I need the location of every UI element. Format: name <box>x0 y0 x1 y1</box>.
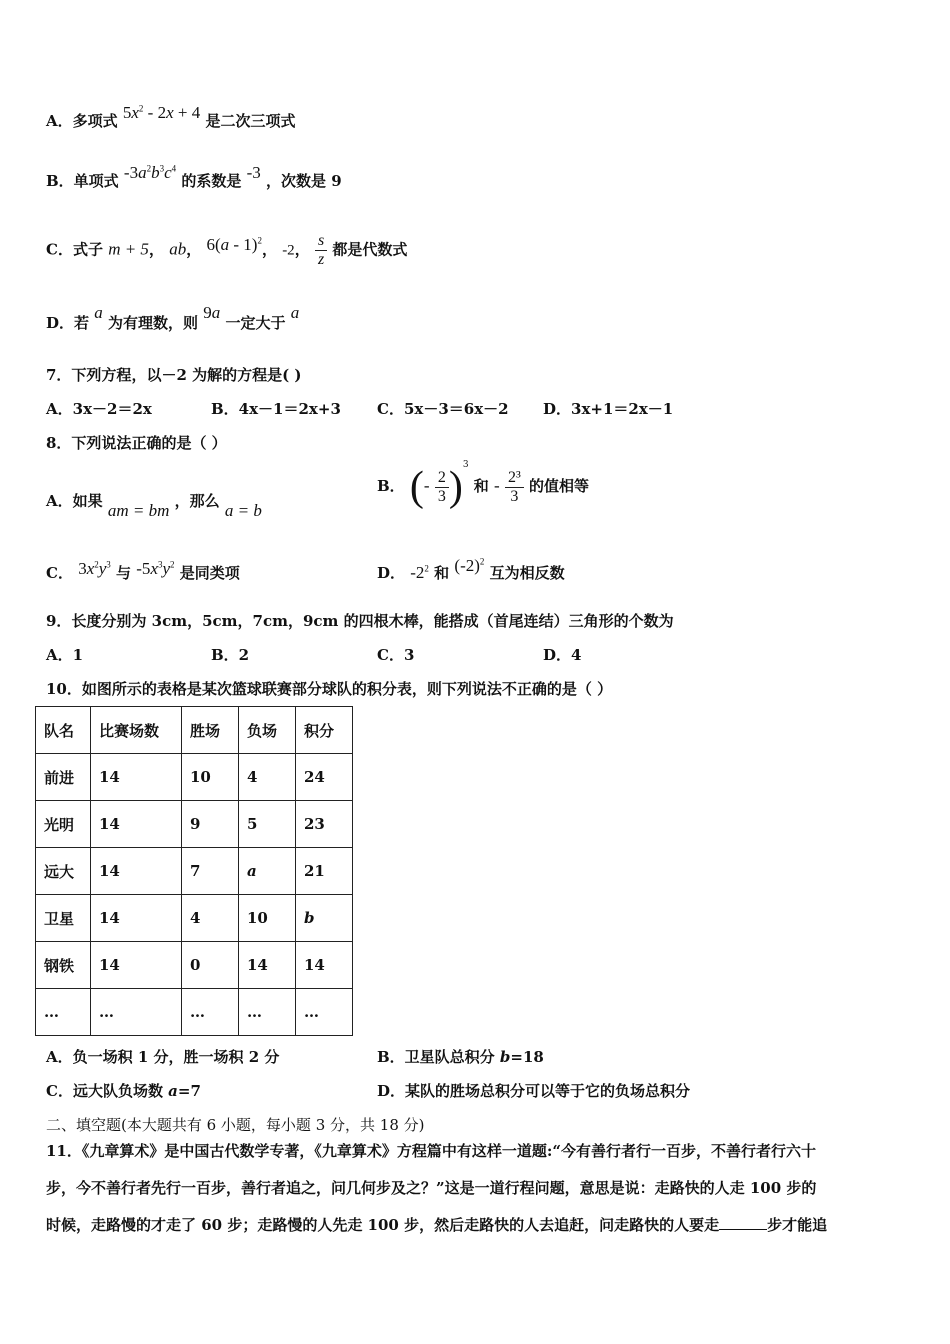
expr-3x2y3: $3x^2y^3$ <box>78 559 111 578</box>
expr-9a: 9a <box>203 303 221 322</box>
coefficient-value: -3 <box>246 163 261 182</box>
q9-option-a: A．1 <box>46 646 84 664</box>
q8-option-d: D． $-2^2$ 和 $(-2)^2$ 互为相反数 <box>377 556 565 582</box>
table-row <box>36 942 353 989</box>
table-cell: … <box>239 989 296 1036</box>
var-a-2: a <box>290 303 300 322</box>
table-cell: 14 <box>296 942 353 989</box>
fraction-s-over-z: $\frac{s}{z}$ <box>315 232 327 269</box>
q8-option-c: C． $3x^2y^3$ 与 $-5x^3y^2$ 是同类项 <box>46 559 240 582</box>
expr-am-eq-bm: am = bm <box>107 501 170 520</box>
table-cell: 14 <box>91 942 182 989</box>
q11-line-2: 步，今不善行者先行一百步，善行者追之，问几何步及之？”这是一道行程问题，意思是说：走路快的人走 100 步的 <box>46 1179 817 1197</box>
monomial-expression: $-3a^2b^3c^4$ <box>123 163 177 182</box>
table-cell: 9 <box>182 801 239 848</box>
table-cell: 5 <box>239 801 296 848</box>
table-cell: 钢铁 <box>36 942 91 989</box>
q10-stem: 10．如图所示的表格是某次篮球联赛部分球队的积分表，则下列说法不正确的是（ ） <box>46 680 613 698</box>
table-cell: 光明 <box>36 801 91 848</box>
q10-option-b: B．卫星队总积分 b=18 <box>377 1048 544 1066</box>
table-cell: 23 <box>296 801 353 848</box>
table-cell: 10 <box>239 895 296 942</box>
q10-option-d: D．某队的胜场总积分可以等于它的负场总积分 <box>377 1082 691 1100</box>
expr-neg-2: -2 <box>282 242 295 259</box>
answer-blank[interactable] <box>719 1215 767 1230</box>
q7-option-d: D．3x+1＝2x－1 <box>543 400 674 418</box>
table-cell: 14 <box>239 942 296 989</box>
table-cell: … <box>36 989 91 1036</box>
table-header: 比赛场数 <box>91 707 182 754</box>
q7-option-b: B．4x－1＝2x+3 <box>211 400 341 418</box>
table-cell: … <box>182 989 239 1036</box>
q8-stem: 8．下列说法正确的是（ ） <box>46 434 227 452</box>
table-row <box>36 754 353 801</box>
q7-option-c: C．5x－3＝6x－2 <box>377 400 509 418</box>
table-cell: 7 <box>182 848 239 895</box>
table-row <box>36 895 353 942</box>
q10-option-a: A．负一场积 1 分，胜一场积 2 分 <box>46 1048 280 1066</box>
q9-stem: 9．长度分别为 3cm，5cm，7cm，9cm 的四根木棒，能搭成（首尾连结）三角形的个数为 <box>46 612 674 630</box>
table-cell: … <box>296 989 353 1036</box>
q6-option-d: D．若 a 为有理数，则 9a 一定大于 a <box>46 303 300 332</box>
table-cell: 卫星 <box>36 895 91 942</box>
expr-neg-2-squared: $-2^2$ <box>410 563 429 582</box>
table-cell: 24 <box>296 754 353 801</box>
q8-option-b: B． (- $\frac{2}{3}$ )$^3$ 和 - $\frac{\text{2³}}{3}$ 的值相等 <box>377 460 589 510</box>
table-cell: 21 <box>296 848 353 895</box>
expr-a-eq-b: a = b <box>224 501 262 520</box>
score-table <box>35 706 353 1036</box>
q9-option-b: B．2 <box>211 646 250 664</box>
q11-line-1: 11．《九章算术》是中国古代数学专著，《九章算术》方程篇中有这样一道题:“今有善行者行一百步，不善行者行六十 <box>46 1142 817 1160</box>
table-cell: 14 <box>91 801 182 848</box>
q10-option-c: C．远大队负场数 a=7 <box>46 1082 201 1100</box>
table-cell: b <box>296 895 353 942</box>
expr-neg5x3y2: $-5x^3y^2$ <box>136 559 175 578</box>
var-a: a <box>94 303 103 322</box>
expr-6-a-minus-1-squared: 6(a - 1)$^2$ <box>206 234 262 254</box>
table-cell: 远大 <box>36 848 91 895</box>
q9-option-d: D．4 <box>543 646 582 664</box>
expr-paren-neg2-squared: $(-2)^2$ <box>454 556 485 575</box>
table-cell: a <box>239 848 296 895</box>
table-header: 胜场 <box>182 707 239 754</box>
section-heading: 二、填空题(本大题共有 6 小题，每小题 3 分，共 18 分) <box>46 1116 425 1134</box>
table-cell: 4 <box>239 754 296 801</box>
table-row <box>36 848 353 895</box>
table-row <box>36 801 353 848</box>
q8-option-a: A．如果 am = bm ，那么 a = b <box>46 492 262 520</box>
table-row <box>36 989 353 1036</box>
q7-stem: 7．下列方程，以－2 为解的方程是( ) <box>46 366 302 384</box>
q6-option-a: A．多项式 $5x^2 - 2x + 4$ 是二次三项式 <box>46 103 296 130</box>
left-paren: ( <box>409 464 424 510</box>
fraction-2-cubed-over-3: $\frac{\text{2³}}{3}$ <box>505 469 524 506</box>
table-cell: 10 <box>182 754 239 801</box>
q6-option-c: C．式子 m + 5， ab， 6(a - 1)$^2$， -2， $\frac{s}{z}$ 都是代数式 <box>46 232 408 268</box>
table-cell: 14 <box>91 848 182 895</box>
table-cell: 14 <box>91 895 182 942</box>
table-header: 负场 <box>239 707 296 754</box>
table-cell: 前进 <box>36 754 91 801</box>
fraction-2-over-3: $\frac{2}{3}$ <box>435 469 449 506</box>
table-cell: 14 <box>91 754 182 801</box>
expr-m-plus-5: m + 5 <box>108 239 149 259</box>
table-cell: … <box>91 989 182 1036</box>
q7-option-a: A．3x－2＝2x <box>46 400 152 418</box>
q9-option-c: C．3 <box>377 646 415 664</box>
table-header-row <box>36 707 353 754</box>
right-paren: ) <box>448 464 463 510</box>
table-cell: 0 <box>182 942 239 989</box>
q11-line-3: 时候，走路慢的才走了 60 步；走路慢的人先走 100 步，然后走路快的人去追赶，问走路快的人要走 步才能追 <box>46 1216 828 1234</box>
table-header: 队名 <box>36 707 91 754</box>
table-header: 积分 <box>296 707 353 754</box>
expr-ab: ab <box>169 239 187 259</box>
table-cell: 4 <box>182 895 239 942</box>
q6-option-b: B．单项式 $-3a^2b^3c^4$ 的系数是 -3 ，次数是 9 <box>46 163 342 190</box>
polynomial-expression: $5x^2 - 2x + 4$ <box>122 103 201 122</box>
